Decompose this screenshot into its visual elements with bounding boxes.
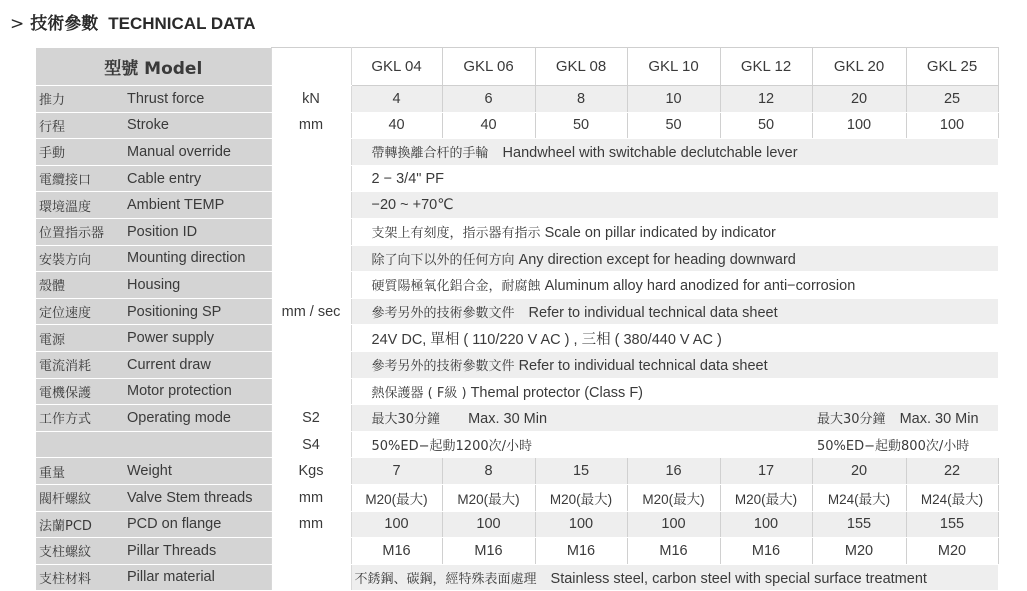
label-cn: 支柱材料 [36,564,127,591]
model-gkl08: GKL 08 [535,48,627,86]
value-en: Max. 30 Min [899,411,979,428]
value-en: Refer to individual technical data sheet [528,305,778,322]
label-en: Stroke [127,112,271,139]
cell: 50 [627,112,720,139]
unit [271,325,351,352]
label-en: Weight [127,458,271,485]
value-zh: 參考另外的技術參數文件 [371,359,515,375]
span-cell-left [351,405,812,432]
label-cn: 手動 [36,139,127,166]
span-cell-right [812,405,998,432]
cell: 100 [442,511,535,538]
span-cell [351,139,998,166]
label-cn: 重量 [36,458,127,485]
label-en: Pillar Threads [127,538,271,565]
label-en: Motor protection [127,378,271,405]
model-gkl10: GKL 10 [627,48,720,86]
value-zh: 除了向下以外的任何方向 [371,252,515,268]
row-stroke [36,112,998,139]
unit [271,165,351,192]
row-motor [36,378,998,405]
cell: 7 [351,458,442,485]
unit [271,245,351,272]
row-pillar-material [36,564,998,591]
cell: M20(最大) [720,484,812,511]
label-cn: 殼體 [36,272,127,299]
unit: kN [271,86,351,113]
value-zh: 硬質陽極氧化鋁合金，耐腐蝕 [371,279,541,295]
cell: M20 [812,538,906,565]
technical-data-table [36,47,999,591]
label-en: Positioning SP [127,298,271,325]
value-en: Any direction except for heading downward [518,251,796,268]
row-weight [36,458,998,485]
model-label: 型號 Model [36,48,271,86]
cell: M20(最大) [535,484,627,511]
value-en: Stainless steel, carbon steel with special surface treatment [550,570,927,587]
cell: M16 [442,538,535,565]
row-operating-s4 [36,431,998,458]
cell: M20(最大) [351,484,442,511]
label-en: Cable entry [127,165,271,192]
row-ambient [36,192,998,219]
value-en: Max. 30 Min [468,411,548,428]
heading-en: TECHNICAL DATA [108,14,256,33]
label-en: Operating mode [127,405,271,432]
cell: 100 [720,511,812,538]
span-cell [351,245,998,272]
cell: 155 [906,511,998,538]
label-en: Pillar material [127,564,271,591]
span-cell: 24V DC, 單相 ( 110/220 V AC ) , 三相 ( 380/440 V AC ) [351,325,998,352]
label-en: Power supply [127,325,271,352]
unit: Kgs [271,458,351,485]
value-en: Aluminum alloy hard anodized for anti−corrosion [544,278,856,295]
label-cn: 電機保護 [36,378,127,405]
row-pillar-threads [36,538,998,565]
cell: 22 [906,458,998,485]
unit-header [271,48,351,86]
cell: 4 [351,86,442,113]
value-zh: 帶轉換離合杆的手輪 [371,146,489,162]
unit [271,139,351,166]
unit: S2 [271,405,351,432]
cell: 100 [627,511,720,538]
value-zh: 最大30分鐘 [817,412,886,428]
cell: M16 [535,538,627,565]
cell: 17 [720,458,812,485]
label-cn: 支柱螺紋 [36,538,127,565]
label-en: Valve Stem threads [127,484,271,511]
label-cn: 電源 [36,325,127,352]
cell: 100 [351,511,442,538]
cell: 10 [627,86,720,113]
row-speed [36,298,998,325]
label-cn: 推力 [36,86,127,113]
cell: M20(最大) [627,484,720,511]
span-cell [351,564,998,591]
cell: 50 [535,112,627,139]
label-en: Thrust force [127,86,271,113]
cell: 20 [812,458,906,485]
label-cn: 位置指示器 [36,218,127,245]
span-cell-left: 50%ED−起動1200次/小時 [351,431,812,458]
cell: 100 [812,112,906,139]
span-cell-right: 50%ED−起動800次/小時 [812,431,998,458]
unit [271,564,351,591]
cell: 50 [720,112,812,139]
cell: 100 [535,511,627,538]
row-manual [36,139,998,166]
span-cell: 2 − 3/4" PF [351,165,998,192]
cell: 16 [627,458,720,485]
label-cn: 電流消耗 [36,351,127,378]
span-cell: −20 ~ +70℃ [351,192,998,219]
unit [271,192,351,219]
cell: M24(最大) [812,484,906,511]
cell: M16 [720,538,812,565]
cell: M16 [627,538,720,565]
cell: M24(最大) [906,484,998,511]
value-en: Themal protector (Class F) [470,384,644,401]
cell: 15 [535,458,627,485]
label-en: Housing [127,272,271,299]
model-gkl12: GKL 12 [720,48,812,86]
row-pcd [36,511,998,538]
row-cable [36,165,998,192]
row-position [36,218,998,245]
cell: 8 [535,86,627,113]
cell: 20 [812,86,906,113]
model-gkl06: GKL 06 [442,48,535,86]
cell: M20(最大) [442,484,535,511]
cell: 40 [442,112,535,139]
value-zh: 熱保護器 ( F級 ) [371,385,467,401]
label-en: Mounting direction [127,245,271,272]
cell: 6 [442,86,535,113]
unit [271,351,351,378]
unit [271,272,351,299]
label-cn: 定位速度 [36,298,127,325]
span-cell [351,378,998,405]
row-housing [36,272,998,299]
label-cn: 法蘭PCD [36,511,127,538]
unit [271,218,351,245]
cell: 8 [442,458,535,485]
heading-zh: 技術參數 [30,14,99,34]
value-en: Refer to individual technical data sheet [518,358,768,375]
unit: mm [271,484,351,511]
value-zh: 支架上有刻度，指示器有指示 [371,226,541,242]
unit [271,538,351,565]
label-en: Manual override [127,139,271,166]
unit: mm [271,511,351,538]
cell: 155 [812,511,906,538]
heading-arrow: > [10,14,25,34]
label-en: Current draw [127,351,271,378]
value-en: Handwheel with switchable declutchable lever [502,145,798,162]
unit: mm [271,112,351,139]
label-en: Position ID [127,218,271,245]
row-thrust [36,86,998,113]
row-stem [36,484,998,511]
label-cn: 行程 [36,112,127,139]
value-zh: 不銹鋼、碳鋼，經特殊表面處理 [354,571,537,587]
cell: 40 [351,112,442,139]
unit: S4 [271,431,351,458]
label-en: Ambient TEMP [127,192,271,219]
label-cn: 工作方式 [36,405,127,432]
header-row [36,48,998,86]
row-operating-s2 [36,405,998,432]
cell: M20 [906,538,998,565]
label-cn: 環境溫度 [36,192,127,219]
cell: 100 [906,112,998,139]
span-cell [351,218,998,245]
label-en: PCD on flange [127,511,271,538]
label-cn: 閥杆螺紋 [36,484,127,511]
span-cell [351,272,998,299]
cell: 25 [906,86,998,113]
value-zh: 參考另外的技術參數文件 [371,306,515,322]
row-power [36,325,998,352]
cell: 12 [720,86,812,113]
row-mounting [36,245,998,272]
value-zh: 最大30分鐘 [371,412,441,428]
value-en: Scale on pillar indicated by indicator [544,225,776,242]
model-gkl25: GKL 25 [906,48,998,86]
cell: M16 [351,538,442,565]
unit [271,378,351,405]
page-heading [10,9,256,34]
label-cn: 安裝方向 [36,245,127,272]
unit: mm / sec [271,298,351,325]
model-gkl20: GKL 20 [812,48,906,86]
label-cn: 電纜接口 [36,165,127,192]
label-cn [36,431,127,458]
row-current [36,351,998,378]
label-en [127,431,271,458]
span-cell [351,351,998,378]
model-gkl04: GKL 04 [351,48,442,86]
span-cell [351,298,998,325]
